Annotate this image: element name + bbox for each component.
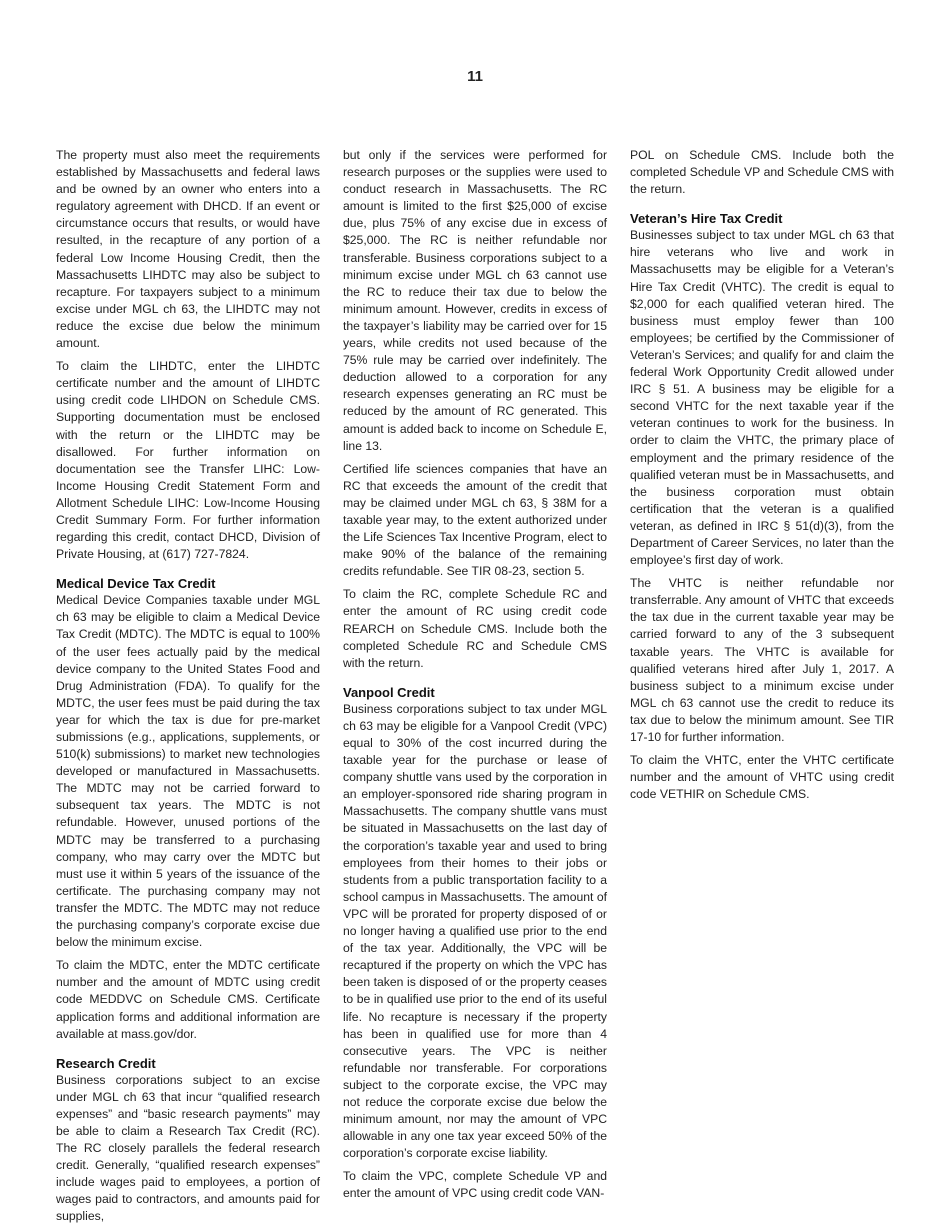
paragraph: To claim the VHTC, enter the VHTC certificate number and the amount of VHTC using credit code VETHIR on Schedule CMS. <box>630 753 894 802</box>
paragraph: Certified life sciences companies that have an RC that exceeds the amount of the credit that may be claimed under MGL ch 63, § 38M for a taxable year may, to the extent authorized under the Life Sciences Tax Incentive Program, elect to make 90% of the balance of the remaining credits refundable. See TIR 08-23, section 5. <box>343 461 607 579</box>
section-heading-research-credit: Research Credit <box>56 1055 156 1071</box>
paragraph: The VHTC is neither refundable nor transferrable. Any amount of VHTC that exceeds the tax due in the current taxable year may be carried forward to any of the 3 subsequent taxable years. The VHTC is available for qualified veterans hired after July 1, 2017. A business subject to a minimum excise under MGL ch 63 cannot use the credit to reduce its tax due to below the minimum amount. See TIR 17-10 for further information. <box>630 576 894 744</box>
paragraph: POL on Schedule CMS. Include both the completed Schedule VP and Schedule CMS with the return. <box>630 148 894 197</box>
paragraph: Business corporations subject to an excise under MGL ch 63 that incur “qualified research expenses” and “basic research payments” may be able to claim a Research Tax Credit (RC). The RC closely parallels the federal research credit. Generally, “qualified research expenses” include wages paid to employees, a portion of wages paid to contractors, and amounts paid for supplies, <box>56 1072 320 1224</box>
paragraph: To claim the LIHDTC, enter the LIHDTC certificate number and the amount of LIHDTC using credit code LIHDON on Schedule CMS. Supporting documentation must be enclosed with the return or the LIHDTC may be disallowed. For further information on documentation see the Transfer LIHC: Low-Income Housing Credit Statement Form and Allotment Schedule LIHC: Low-Income Housing Credit Summary Form. For further information regarding this credit, contact DHCD, Division of Private Housing, at (617) 727-7824. <box>56 359 320 562</box>
paragraph: but only if the services were performed for research purposes or the supplies were used to conduct research in Massachusetts. The RC amount is limited to the first $25,000 of excise due, plus 75% of any excise due in excess of $25,000. The RC is neither refundable nor transferable. Business corporations subject to a minimum excise under MGL ch 63 cannot use the RC to reduce their tax due to below the minimum amount. However, credits in excess of the taxpayer’s liability may be carried over for 15 years, while credits not used because of the 75% rule may be carried over indefinitely. The deduction allowed to a corporation for any research expenses generating an RC must be reduced by the amount of RC generated. This amount is added back to income on Schedule E, line 13. <box>343 148 607 453</box>
text-column-1 <box>56 147 320 1232</box>
text-column-3 <box>630 147 894 809</box>
section-heading-veterans-hire-tax-credit: Veteran’s Hire Tax Credit <box>630 211 783 227</box>
paragraph: Business corporations subject to tax under MGL ch 63 may be eligible for a Vanpool Credit (VPC) equal to 30% of the cost incurred during the taxable year for the purchase or lease of company shuttle vans used by the corporation in an employer-sponsored ride sharing program in Massachusetts. The company shuttle vans must be situated in Massachusetts on the last day of the corporation’s taxable year and used to bring employees from their homes to their jobs or students from a public transportation facility to a school campus in Massachusetts. The amount of VPC will be prorated for property disposed of or no longer having a qualified use prior to the end of the tax year. Additionally, the VPC will be recaptured if the property on which the VPC has been taken is disposed of or the property ceases to be in qualified use prior to the end of its useful life. No recapture is necessary if the property has been in qualified use for more than 4 consecutive years. The VPC is neither refundable nor transferable. For corporations subject to the corporate excise, the VPC may not reduce the corporate excise due below the minimum amount, nor may the amount of VPC allowable in any one tax year exceed 50% of the corporation’s corporate excise liability. <box>343 701 607 1161</box>
paragraph: The property must also meet the requirements established by Massachusetts and federal laws and be owned by an owner who enters into a regulatory agreement with DHCD. If an event or circumstance occurs that results, or would have resulted, in the recapture of any portion of a federal Low Income Housing Credit, then the Massachusetts LIHDTC may also be subject to recapture. For taxpayers subject to a minimum excise under MGL ch 63, the LIHDTC may not reduce the excise due below the minimum amount. <box>56 148 320 351</box>
page-number: 11 <box>467 68 483 85</box>
section-heading-medical-device-tax-credit: Medical Device Tax Credit <box>56 576 216 592</box>
paragraph: To claim the RC, complete Schedule RC and enter the amount of RC using credit code REARCH on Schedule CMS. Include both the completed Schedule RC and Schedule CMS with the return. <box>343 587 607 670</box>
section-heading-vanpool-credit: Vanpool Credit <box>343 684 435 700</box>
paragraph: Medical Device Companies taxable under MGL ch 63 may be eligible to claim a Medical Device Tax Credit (MDTC). The MDTC is equal to 100% of the user fees actually paid by the medical device company to the United States Food and Drug Administration (FDA). To qualify for the MDTC, the user fees must be paid during the tax year for which the tax is due for pre-market submissions (e.g., applications, supplements, or 510(k) submissions) to market new technologies developed or manufactured in Massachusetts. The MDTC may not be carried forward to subsequent tax years. The MDTC is not refundable. However, unused portions of the MDTC may be transferred to a purchasing company, who may carry over the MDTC but must use it within 5 years of the issuance of the certificate. The purchasing company may not transfer the MDTC. The MDTC may not reduce the purchasing company’s corporate excise due below the minimum excise. <box>56 593 320 950</box>
text-column-2 <box>343 147 607 1209</box>
paragraph: Businesses subject to tax under MGL ch 63 that hire veterans who live and work in Massachusetts may be eligible for a Veteran’s Hire Tax Credit (VHTC). The credit is equal to $2,000 for each qualified veteran hired. The business must employ fewer than 100 employees; be certified by the Commissioner of Veteran’s Services; and qualify for and claim the federal Work Opportunity Credit allowed under IRC § 51. A business may be eligible for a second VHTC for the next taxable year if the veteran continues to work for the business. In order to claim the VHTC, the primary place of employment and the primary residence of the qualified veteran must be in Massachusetts, and the business corporation must obtain certification that the veteran is a qualified veteran, as defined in IRC § 51(d)(3), from the Department of Career Services, no later than the employee’s first day of work. <box>630 228 894 568</box>
paragraph: To claim the MDTC, enter the MDTC certificate number and the amount of MDTC using credit code MEDDVC on Schedule CMS. Certificate application forms and additional information are available at mass.gov/dor. <box>56 958 320 1041</box>
paragraph: To claim the VPC, complete Schedule VP and enter the amount of VPC using credit code VAN- <box>343 1169 607 1201</box>
